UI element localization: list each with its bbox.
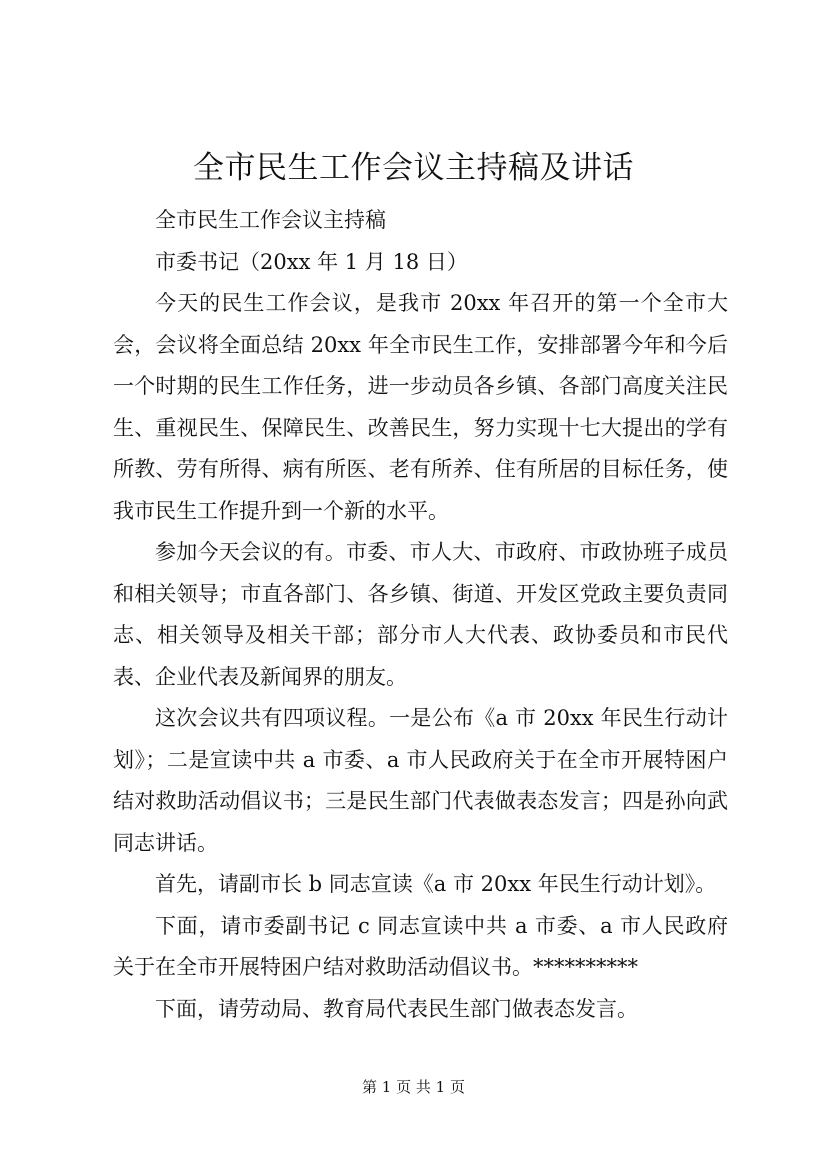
paragraph-speaker: 市委书记（20xx 年 1 月 18 日） [155, 249, 468, 274]
paragraph-agenda: 这次会议共有四项议程。一是公布《a 市 20xx 年民生行动计划》；二是宣读中共 a 市委、a 市人民政府关于在全市开展特困户结对救助活动倡议书；三是民生部门代表做表态发言；四是孙向武同志讲话。 [113, 706, 728, 855]
document-body [113, 200, 728, 1030]
paragraph-attendees: 参加今天会议的有。市委、市人大、市政府、市政协班子成员和相关领导；市直各部门、各乡镇、街道、开发区党政主要负责同志、相关领导及相关干部；部分市人大代表、政协委员和市民代表、企业代表及新闻界的朋友。 [113, 540, 728, 689]
paragraph-step-one: 首先，请副市长 b 同志宣读《a 市 20xx 年民生行动计划》。 [155, 872, 717, 896]
page-footer: 第 1 页 共 1 页 [362, 1078, 465, 1096]
paragraph-subtitle: 全市民生工作会议主持稿 [155, 208, 386, 232]
paragraph-step-two: 下面，请市委副书记 c 同志宣读中共 a 市委、a 市人民政府关于在全市开展特困户结对救助活动倡议书。********** [113, 913, 728, 979]
paragraph-step-three: 下面，请劳动局、教育局代表民生部门做表态发言。 [155, 996, 638, 1021]
document-title: 全市民生工作会议主持稿及讲话 [193, 150, 634, 186]
paragraph-opening: 今天的民生工作会议，是我市 20xx 年召开的第一个全市大会，会议将全面总结 20xx 年全市民生工作，安排部署今年和今后一个时期的民生工作任务，进一步动员各乡镇、各部门高度关注民生、重视民生、保障民生、改善民生，努力实现十七大提出的学有所教、劳有所得、病有所医、老有所养、住有所居的目标任务，使我市民生工作提升到一个新的水平。 [113, 291, 728, 523]
